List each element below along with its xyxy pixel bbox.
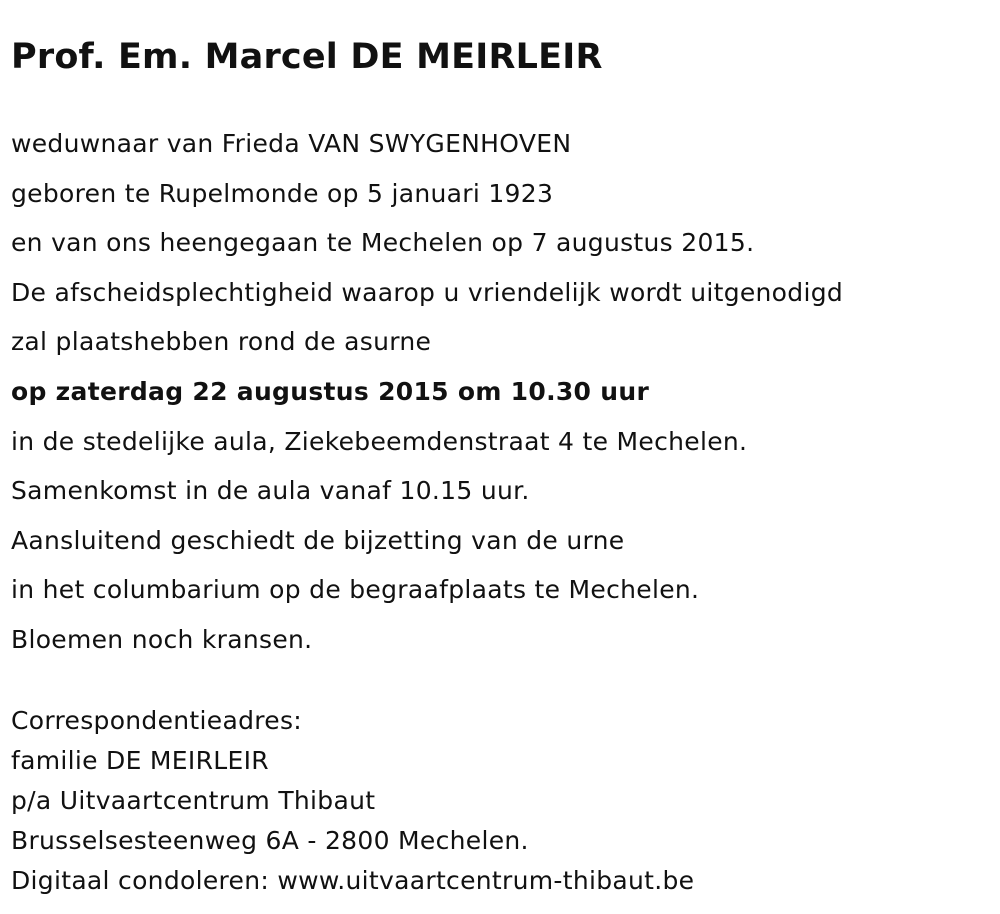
ceremony-invitation-line: De afscheidsplechtigheid waarop u vriendelijk wordt uitgenodigd: [11, 277, 844, 307]
address-heading: Correspondentieadres:: [11, 706, 303, 735]
flowers-line: Bloemen noch kransen.: [11, 624, 313, 654]
deceased-name-title: Prof. Em. Marcel DE MEIRLEIR: [11, 37, 603, 77]
interment-line: Aansluitend geschiedt de bijzetting van de urne: [11, 525, 625, 555]
address-street: Brusselsesteenweg 6A - 2800 Mechelen.: [11, 826, 529, 855]
condolence-website: Digitaal condoleren: www.uitvaartcentrum-thibaut.be: [11, 866, 695, 895]
death-line: en van ons heengegaan te Mechelen op 7 augustus 2015.: [11, 228, 755, 258]
columbarium-line: in het columbarium op de begraafplaats te Mechelen.: [11, 575, 700, 605]
ceremony-date-line: op zaterdag 22 augustus 2015 om 10.30 uur: [11, 376, 650, 406]
birth-line: geboren te Rupelmonde op 5 januari 1923: [11, 178, 554, 208]
announcement-text: [11, 124, 843, 670]
address-family: familie DE MEIRLEIR: [11, 746, 269, 775]
widower-line: weduwnaar van Frieda VAN SWYGENHOVEN: [11, 129, 572, 158]
gathering-time-line: Samenkomst in de aula vanaf 10.15 uur.: [11, 476, 530, 506]
urn-line: zal plaatshebben rond de asurne: [11, 327, 432, 357]
address-care-of: p/a Uitvaartcentrum Thibaut: [11, 786, 376, 815]
correspondence-address: [11, 701, 694, 901]
venue-line: in de stedelijke aula, Ziekebeemdenstraat 4 te Mechelen.: [11, 426, 748, 456]
